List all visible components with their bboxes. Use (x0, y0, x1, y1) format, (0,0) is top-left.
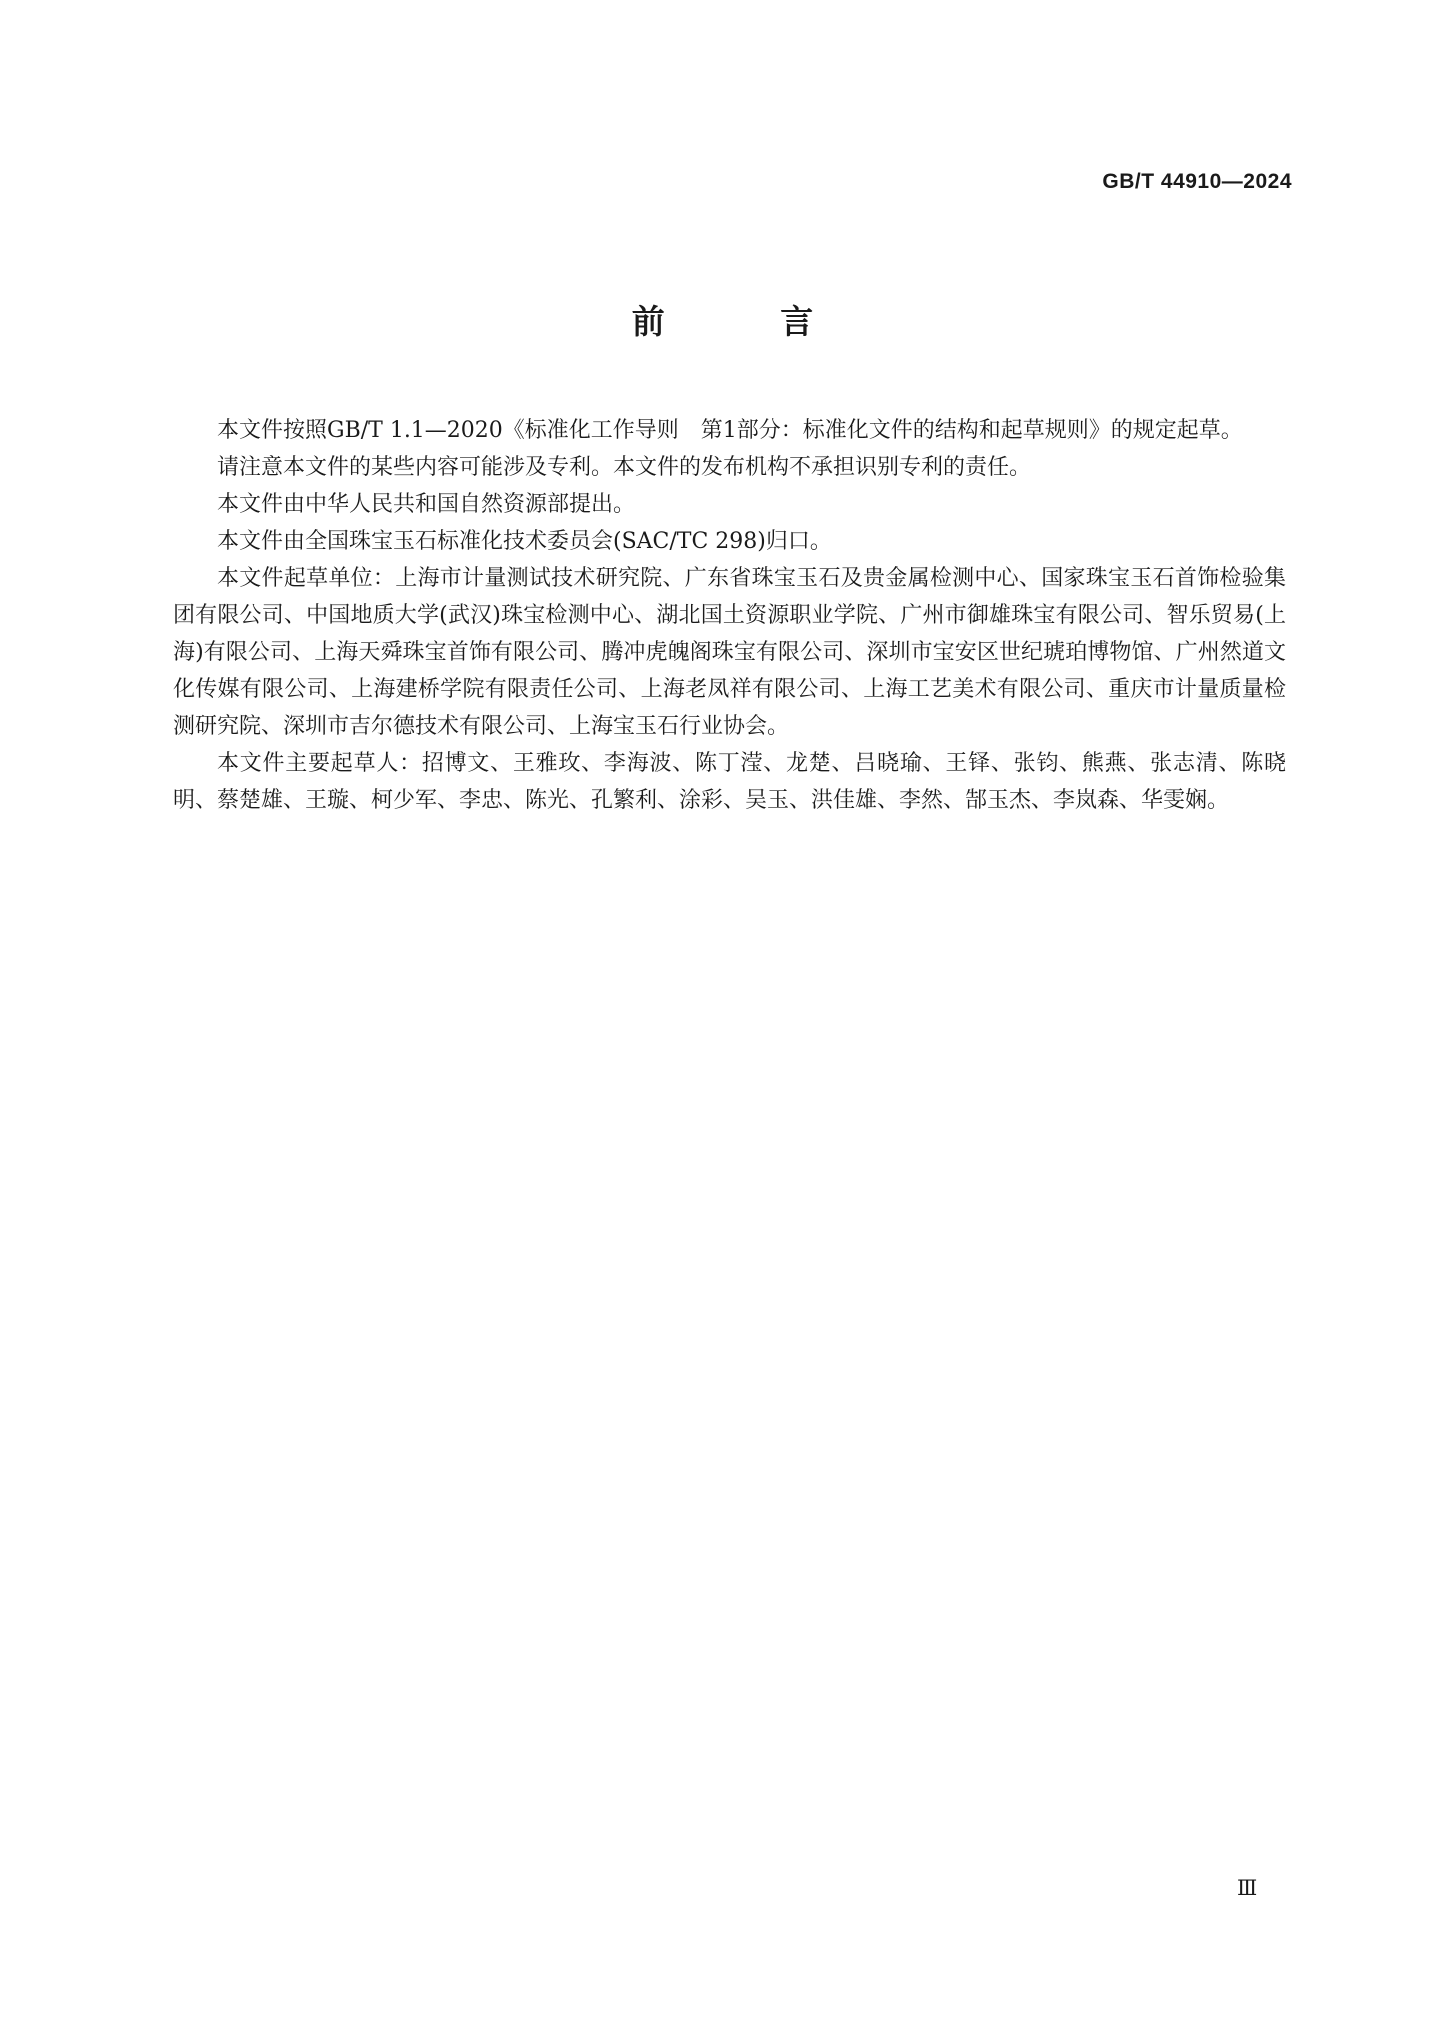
paragraph-patent-notice: 请注意本文件的某些内容可能涉及专利。本文件的发布机构不承担识别专利的责任。 (217, 455, 1032, 480)
paragraph-drafters: 本文件主要起草人：招博文、王雅玫、李海波、陈丁滢、龙楚、吕晓瑜、王铎、张钧、熊燕、张志清、陈晓明、蔡楚雄、王璇、柯少军、李忠、陈光、孔繁利、涂彩、吴玉、洪佳雄、李然、郜玉杰、李岚森、华雯娴。 (173, 751, 1286, 813)
foreword-body (173, 412, 1286, 819)
paragraph-proposer: 本文件由中华人民共和国自然资源部提出。 (217, 492, 636, 517)
page-number: Ⅲ (1237, 1876, 1258, 1900)
page-title: 前 言 (631, 302, 866, 341)
paragraph-drafting-rules: 本文件按照GB/T 1.1—2020《标准化工作导则 第1部分：标准化文件的结构和起草规则》的规定起草。 (217, 418, 1243, 443)
paragraph-drafting-units: 本文件起草单位：上海市计量测试技术研究院、广东省珠宝玉石及贵金属检测中心、国家珠宝玉石首饰检验集团有限公司、中国地质大学(武汉)珠宝检测中心、湖北国土资源职业学院、广州市御雄珠宝有限公司、智乐贸易(上海)有限公司、上海天舜珠宝首饰有限公司、腾冲虎魄阁珠宝有限公司、深圳市宝安区世纪琥珀博物馆、广州然道文化传媒有限公司、上海建桥学院有限责任公司、上海老凤祥有限公司、上海工艺美术有限公司、重庆市计量质量检测研究院、深圳市吉尔德技术有限公司、上海宝玉石行业协会。 (173, 566, 1286, 739)
paragraph-technical-committee: 本文件由全国珠宝玉石标准化技术委员会(SAC/TC 298)归口。 (217, 529, 832, 554)
standard-number: GB/T 44910—2024 (1102, 170, 1292, 193)
